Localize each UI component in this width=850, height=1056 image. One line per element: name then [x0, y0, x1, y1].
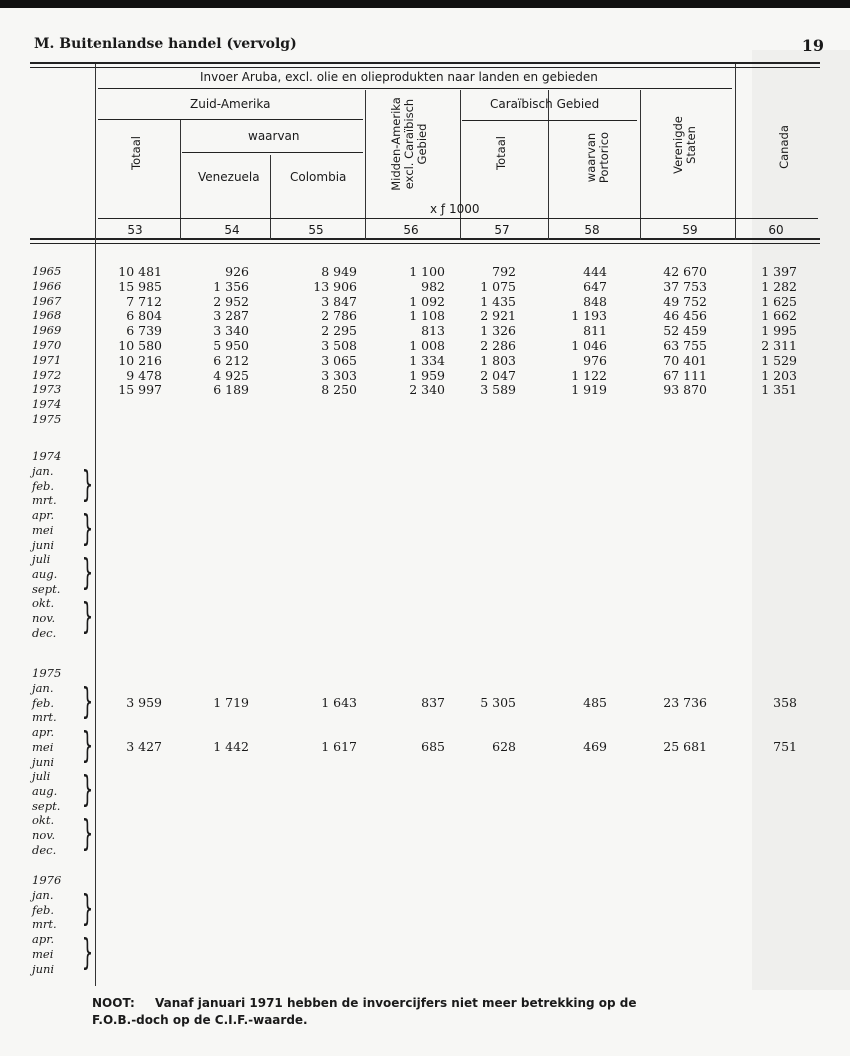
row-month: juni	[32, 961, 55, 976]
table-cell: 926	[225, 264, 249, 279]
table-cell: 485	[583, 695, 607, 710]
rule	[462, 120, 637, 121]
table-cell: 358	[773, 695, 797, 710]
table-cell: 444	[583, 264, 607, 279]
block-year: 1976	[32, 873, 62, 887]
row-month: aug.	[32, 783, 58, 798]
table-cell: 2 921	[480, 308, 516, 324]
table-cell: 5 305	[480, 695, 516, 710]
table-cell: 2 311	[761, 338, 797, 353]
table-cell: 628	[492, 739, 516, 754]
row-month: mrt.	[32, 493, 57, 508]
row-month: dec.	[32, 842, 57, 857]
row-month: juni	[32, 754, 55, 769]
column-number: 58	[584, 223, 600, 237]
table-cell: 813	[421, 323, 445, 339]
table-left-border	[95, 64, 96, 986]
quarter-brace-icon: }	[81, 888, 94, 929]
note-line-1: Vanaf januari 1971 hebben de invoercijfers niet meer betrekking op de	[155, 996, 637, 1010]
table-cell: 2 047	[480, 367, 516, 383]
table-cell: 1 326	[480, 323, 516, 339]
main-heading: Invoer Aruba, excl. olie en olieprodukten naar landen en gebieden	[200, 70, 598, 84]
row-year: 1965	[32, 264, 62, 278]
note-label: NOOT:	[92, 996, 135, 1010]
quarter-brace-icon: }	[81, 464, 94, 505]
table-cell: 982	[421, 278, 445, 294]
quarter-brace-icon: }	[81, 508, 94, 549]
header-bottom-rule	[30, 238, 820, 244]
table-cell: 1 334	[409, 352, 445, 368]
row-month: mei	[32, 739, 54, 754]
table-cell: 2 295	[321, 323, 357, 339]
table-cell: 2 786	[321, 308, 357, 324]
divider	[270, 155, 271, 240]
page-edge-shade	[752, 50, 850, 990]
table-cell: 42 670	[663, 264, 707, 279]
table-cell: 63 755	[663, 338, 707, 353]
table-cell: 13 906	[313, 278, 357, 294]
row-year: 1975	[32, 412, 62, 426]
table-cell: 10 580	[118, 338, 162, 353]
col-totaal: Totaal	[129, 136, 143, 170]
divider	[180, 120, 181, 240]
row-month: feb.	[32, 478, 55, 493]
table-cell: 1 193	[571, 308, 607, 324]
column-number: 57	[494, 223, 510, 237]
table-cell: 647	[583, 278, 607, 294]
col-colombia: Colombia	[290, 170, 347, 184]
table-cell: 1 529	[761, 352, 797, 368]
row-month: nov.	[32, 611, 56, 625]
col-midden-amerika: Midden-Amerika excl. Caraïbisch Gebied	[389, 97, 429, 191]
table-cell: 70 401	[663, 352, 707, 368]
waarvan-label: waarvan	[248, 129, 300, 143]
row-month: nov.	[32, 828, 56, 842]
row-month: feb.	[32, 695, 55, 710]
quarter-brace-icon: }	[81, 813, 94, 854]
row-year: 1972	[32, 367, 62, 382]
header-top-rule	[30, 62, 820, 68]
row-month: juli	[32, 769, 51, 784]
rule	[98, 218, 818, 219]
table-cell: 4 925	[213, 367, 249, 383]
row-month: jan.	[32, 681, 54, 695]
row-month: jan.	[32, 464, 54, 478]
rule	[182, 152, 363, 153]
table-cell: 3 065	[321, 352, 357, 368]
row-month: mrt.	[32, 710, 57, 725]
row-month: sept.	[32, 798, 61, 813]
table-cell: 5 950	[213, 338, 249, 353]
row-month: juni	[32, 537, 55, 552]
table-cell: 67 111	[663, 367, 707, 383]
table-cell: 1 282	[761, 278, 797, 294]
table-cell: 49 752	[663, 293, 707, 309]
row-year: 1970	[32, 338, 62, 352]
row-month: apr.	[32, 508, 55, 523]
row-year: 1966	[32, 278, 62, 293]
table-cell: 1 100	[409, 264, 445, 279]
table-cell: 1 092	[409, 293, 445, 309]
note-line-2: F.O.B.-doch op de C.I.F.-waarde.	[92, 1013, 308, 1027]
table-cell: 792	[492, 264, 516, 279]
table-cell: 6 739	[126, 323, 162, 339]
table-cell: 837	[421, 695, 445, 710]
table-cell: 1 203	[761, 367, 797, 383]
quarter-brace-icon: }	[81, 596, 94, 637]
table-cell: 1 643	[321, 695, 357, 710]
table-cell: 1 108	[409, 308, 445, 324]
table-cell: 1 803	[480, 352, 516, 368]
row-month: apr.	[32, 932, 55, 947]
table-cell: 3 589	[480, 382, 516, 398]
column-number: 56	[403, 223, 419, 237]
column-number: 59	[682, 223, 698, 237]
quarter-brace-icon: }	[81, 769, 94, 810]
row-year: 1973	[32, 382, 62, 397]
table-cell: 1 919	[571, 382, 607, 398]
table-cell: 1 046	[571, 338, 607, 353]
table-cell: 2 340	[409, 382, 445, 398]
table-cell: 8 949	[321, 264, 357, 279]
table-cell: 1 351	[761, 382, 797, 398]
rule	[98, 119, 363, 120]
table-cell: 37 753	[663, 278, 707, 294]
quarter-brace-icon: }	[81, 932, 94, 973]
row-year: 1969	[32, 323, 62, 338]
row-month: okt.	[32, 813, 55, 828]
block-year: 1975	[32, 666, 62, 680]
table-cell: 1 122	[571, 367, 607, 383]
table-cell: 3 427	[126, 739, 162, 754]
table-cell: 1 617	[321, 739, 357, 754]
col-portorico: waarvan Portorico	[584, 131, 611, 184]
group-caribbean: Caraïbisch Gebied	[490, 97, 600, 111]
quarter-brace-icon: }	[81, 725, 94, 766]
column-number: 53	[127, 223, 143, 237]
unit-label: x ƒ 1000	[430, 202, 480, 216]
table-cell: 1 442	[213, 739, 249, 754]
row-month: mei	[32, 522, 54, 537]
table-cell: 3 340	[213, 323, 249, 339]
row-month: mrt.	[32, 917, 57, 932]
table-cell: 3 847	[321, 293, 357, 309]
divider	[735, 64, 736, 240]
table-cell: 811	[583, 323, 607, 339]
row-month: dec.	[32, 625, 57, 640]
section-title: M. Buitenlandse handel (vervolg)	[34, 36, 297, 52]
table-cell: 1 435	[480, 293, 516, 309]
quarter-brace-icon: }	[81, 681, 94, 722]
table-cell: 46 456	[663, 308, 707, 324]
table-cell: 6 189	[213, 382, 249, 398]
table-cell: 1 397	[761, 264, 797, 279]
table-cell: 7 712	[126, 293, 162, 309]
table-cell: 1 625	[761, 293, 797, 309]
table-cell: 3 303	[321, 367, 357, 383]
row-year: 1968	[32, 308, 62, 323]
table-cell: 685	[421, 739, 445, 754]
table-cell: 1 662	[761, 308, 797, 324]
table-cell: 10 216	[118, 352, 162, 368]
page-number: 19	[801, 36, 824, 55]
row-month: aug.	[32, 566, 58, 581]
block-year: 1974	[32, 449, 62, 463]
scan-border	[0, 0, 850, 8]
row-year: 1974	[32, 397, 62, 412]
table-cell: 2 286	[480, 338, 516, 353]
table-cell: 976	[583, 352, 607, 368]
table-cell: 23 736	[663, 695, 707, 710]
table-cell: 15 985	[118, 278, 162, 294]
col-verenigde-staten: Verenigde Staten	[671, 116, 698, 174]
column-number: 54	[224, 223, 240, 237]
row-month: sept.	[32, 581, 61, 596]
table-cell: 848	[583, 293, 607, 309]
row-month: mei	[32, 946, 54, 961]
table-cell: 93 870	[663, 382, 707, 398]
table-cell: 8 250	[321, 382, 357, 398]
row-month: okt.	[32, 596, 55, 611]
row-month: jan.	[32, 888, 54, 902]
row-month: feb.	[32, 902, 55, 917]
table-cell: 2 952	[213, 293, 249, 309]
table-cell: 1 008	[409, 338, 445, 353]
row-month: apr.	[32, 725, 55, 740]
row-year: 1971	[32, 352, 62, 367]
table-cell: 1 356	[213, 278, 249, 294]
table-cell: 469	[583, 739, 607, 754]
column-number: 55	[308, 223, 324, 237]
group-south-america: Zuid-Amerika	[190, 97, 271, 111]
table-cell: 3 287	[213, 308, 249, 324]
table-cell: 15 997	[118, 382, 162, 398]
table-cell: 10 481	[118, 264, 162, 279]
table-cell: 1 959	[409, 367, 445, 383]
table-cell: 1 719	[213, 695, 249, 710]
table-cell: 52 459	[663, 323, 707, 339]
table-cell: 1 075	[480, 278, 516, 294]
table-cell: 6 212	[213, 352, 249, 368]
row-month: juli	[32, 552, 51, 567]
table-cell: 3 959	[126, 695, 162, 710]
col-caribbean-totaal: Totaal	[494, 136, 508, 170]
table-cell: 751	[773, 739, 797, 754]
col-venezuela: Venezuela	[198, 170, 260, 184]
table-cell: 25 681	[663, 739, 707, 754]
quarter-brace-icon: }	[81, 552, 94, 593]
table-cell: 1 995	[761, 323, 797, 339]
row-year: 1967	[32, 293, 62, 308]
col-canada: Canada	[777, 125, 791, 169]
table-cell: 9 478	[126, 367, 162, 383]
column-number: 60	[768, 223, 784, 237]
table-cell: 3 508	[321, 338, 357, 353]
table-cell: 6 804	[126, 308, 162, 324]
